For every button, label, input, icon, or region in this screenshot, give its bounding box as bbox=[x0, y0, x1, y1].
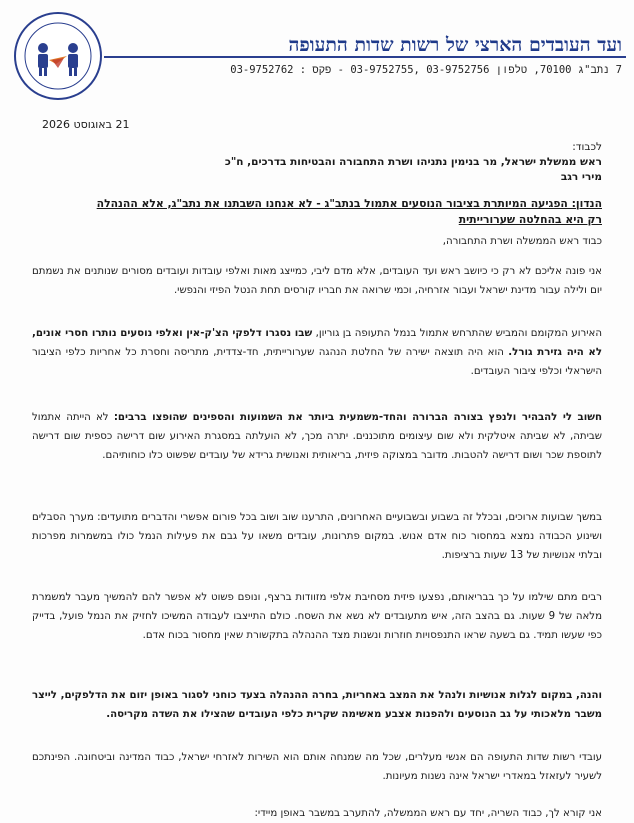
paragraph-2-part-b: שבו נסגרו דלפקי הצ'ק-אין ואלפי נוסעים נותרו חסרי אונים, לא היה גזירת גורל. bbox=[32, 328, 602, 358]
paragraph-5: רבים מתם שילמו על כך בבריאותם, נפצעו פיזית מסחיבת אלפי מזוודות ברצף, ונופם פשוט לא אפשר להם להמשיך מעבר למשמרת מלאה של 9 שעות. גם בהצב הזה, איש מתעובדים לא נשא את השסח. כולם התייצבו לעבודה המשיכו לחזיק את הנמל פועל, בדייק כפי שעשו תמיד. גם בשעה שראו התנפסויות חוזרות ונשנות מצד ההנהלה בתקשורת שאין מחסור בכוח אדם. bbox=[32, 592, 602, 641]
paragraph-2-part-c: הוא היה תוצאה ישירה של החלטת הנהגה שערורייתית, חד-צדדית, מתריסה וחסרת כל אחריות כלפי הציבור הישראלי וכלפי ציבור העובדים. bbox=[32, 347, 602, 377]
recipient-salutation: לכבוד: bbox=[572, 141, 602, 153]
paragraph-2 bbox=[32, 324, 602, 381]
paragraph-6: והנה, במקום לגלות אנושיות ולנהל את המצב באחריות, בחרה ההנהלה בצעד כוחני לסגור באופן יזום את הדלפקים, לייצר משבר מלאכותי על גב הנוסעים ולהפנות אצבע מאשימה שקרית כלפי העובדים שהצילו את השדה מקריסה. bbox=[32, 690, 602, 720]
paragraph-3 bbox=[32, 408, 602, 465]
paragraph-1: אני פונה אליכם לא רק כי כיושב ראש ועד העובדים, אלא מדם ליבי, כמייצג מאות ואלפי עובדות ועובדים מסורים שנותנים את נשמתם יום ולילה עבור מדינת ישראל ועבור אזרחיה, וכמי שרואה את חבריו קורסים תחת הנטל הפיזי והנפשי. bbox=[32, 266, 602, 296]
letterhead bbox=[0, 0, 634, 90]
letter-date: 21 באוגוסט 2026 bbox=[42, 118, 130, 131]
greeting: כבוד ראש הממשלה ושרת התחבורה, bbox=[442, 236, 602, 247]
paragraph-3-part-a: חשוב לי להבהיר ולנפץ בצורה הברורה והחד-משמעית ביותר את השמועות והספינים שהופצו ברבים: bbox=[113, 412, 602, 423]
union-logo bbox=[14, 12, 102, 100]
paragraph-4: במשך שבועות ארוכים, ובכלל זה בשבוע ובשבועיים האחרונים, התרענו שוב ושוב בכל פורום אפשרי והדברים מתועדים: מערך הסבלים ושינוע הכבודה נמצא במחסור כוח אדם אנוש. במקום פתרונות, עובדים משאו על גבם את פעילות הנמל כולו במשמרות מפרכות ובלתי אנושיות של 13 שעות ברציפות. bbox=[32, 512, 602, 561]
organization-name: ועד העובדים הארצי של רשות שדות התעופה bbox=[288, 34, 622, 56]
letter-subject: הנדון: הפגיעה המיותרת בציבור הנוסעים אתמול בנתב"ג - לא אנחנו השבתנו את נתב"ג, אלא ההנהלה רק היא בהחלטה שערורייתית bbox=[96, 197, 602, 226]
paragraph-7: עובדי רשות שדות התעופה הם אנשי מעלרים, שכל מה שמנחה אותם הוא השירות לאזרחי ישראל, כבוד המדינה וביטחונה. הפינתכם לשעיר לעזאזל במאדרי ישראל אינה נשנות מעיונות. bbox=[32, 752, 602, 782]
contact-details: 7 נתב"ג 70100, טלפון 03-9752756 ,03-9752755 - פקס : 03-9752762 bbox=[230, 64, 622, 76]
paragraph-2-part-a: האירוע המקומם והמביש שהתרחש אתמול בנמל התעופה בן גוריון, bbox=[312, 328, 602, 339]
recipient-block bbox=[42, 140, 602, 185]
paragraph-3-part-b: לא הייתה אתמול שביתה, לא שביתה איטלקית ולא שום עיצומים מתוכננים. יתרה מכך, לא הועלתה במסגרת האירוע שום דרישה כספית שום דרישה לתוספת שכר ושום דרישה להטבות. מדובר במצוקה פיזית, בריאותית ואנושית גרידא של עובדים שפשוט כלו כוחותיהם. bbox=[32, 412, 602, 461]
header-divider bbox=[104, 56, 626, 58]
recipient-names: ראש ממשלת ישראל, מר בנימין נתניהו ושרת התחבורה והבטיחות בדרכים, ח"כ bbox=[224, 156, 602, 168]
recipient-names-cont: מירי רגב bbox=[560, 171, 602, 183]
paragraph-8: אני קורא לך, כבוד השריה, יחד עם ראש הממשלה, להתערב במשבר באופן מיידי: bbox=[254, 808, 602, 819]
